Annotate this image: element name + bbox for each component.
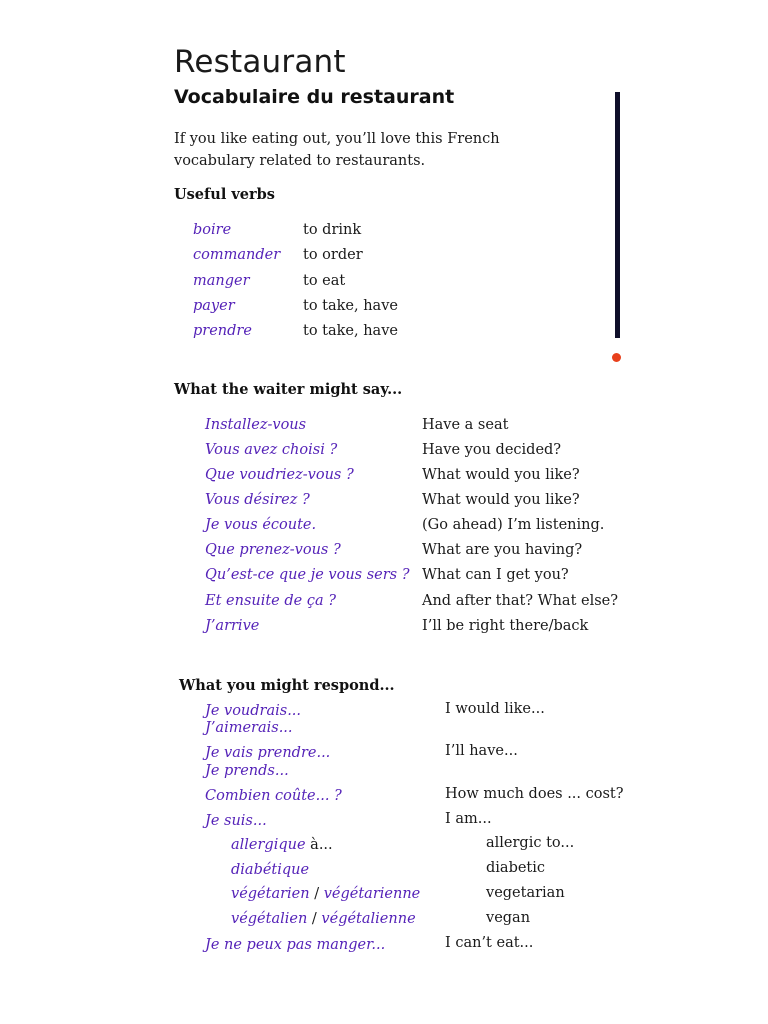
- respond-en: I am...: [445, 811, 492, 827]
- verb-fr: prendre: [193, 323, 252, 339]
- verb-en: to take, have: [303, 323, 398, 339]
- verbs-heading: Useful verbs: [174, 186, 275, 203]
- respond-fr-separator: /: [307, 911, 322, 927]
- respond-fr: Je voudrais...: [205, 703, 302, 719]
- verb-fr: boire: [193, 222, 232, 238]
- verb-fr: payer: [193, 298, 235, 314]
- verb-fr: commander: [193, 247, 281, 263]
- respond-fr-word: végétarien: [231, 886, 310, 902]
- respond-fr: Je vais prendre...: [205, 745, 331, 761]
- waiter-heading: What the waiter might say...: [174, 381, 403, 398]
- waiter-en: I’ll be right there/back: [422, 618, 589, 634]
- respond-fr-word: allergique: [231, 837, 306, 853]
- respond-fr-alt-line: J’aimerais...: [205, 720, 293, 736]
- respond-fr-sub: [231, 911, 416, 928]
- respond-en-sub: vegan: [486, 910, 531, 926]
- respond-fr-suffix: à...: [305, 837, 333, 853]
- waiter-en: Have a seat: [422, 417, 509, 433]
- respond-en: I would like...: [445, 701, 545, 717]
- scroll-indicator-dot: [612, 353, 621, 362]
- scrollbar[interactable]: [615, 92, 620, 338]
- respond-fr-word: végétalien: [231, 911, 308, 927]
- waiter-en: What can I get you?: [422, 567, 569, 583]
- respond-en-sub: vegetarian: [486, 885, 565, 901]
- page-subtitle: Vocabulaire du restaurant: [174, 86, 455, 108]
- respond-fr-sub: [231, 837, 333, 854]
- respond-heading: What you might respond...: [179, 677, 395, 694]
- respond-en-sub: allergic to...: [486, 835, 575, 851]
- verb-en: to order: [303, 247, 363, 263]
- waiter-en: And after that? What else?: [422, 593, 619, 609]
- respond-en: I’ll have...: [445, 743, 518, 759]
- respond-fr: Je suis...: [205, 813, 267, 829]
- respond-fr: Combien coûte... ?: [205, 788, 342, 804]
- respond-en-sub: diabetic: [486, 860, 546, 876]
- respond-fr-word-alt: végétarienne: [323, 886, 421, 902]
- verb-en: to drink: [303, 222, 362, 238]
- waiter-fr: Vous désirez ?: [205, 492, 310, 508]
- verb-fr: manger: [193, 273, 250, 289]
- respond-fr: Je ne peux pas manger...: [205, 937, 386, 953]
- respond-en: I can’t eat...: [445, 935, 534, 951]
- respond-fr-sub: [231, 886, 420, 903]
- waiter-fr: Installez-vous: [205, 417, 307, 433]
- waiter-en: What would you like?: [422, 467, 580, 483]
- intro-paragraph: If you like eating out, you’ll love this French vocabulary related to restaurants.: [174, 131, 500, 169]
- verb-en: to eat: [303, 273, 346, 289]
- respond-fr-word-alt: végétalienne: [321, 911, 416, 927]
- respond-en: How much does ... cost?: [445, 786, 624, 802]
- waiter-en: (Go ahead) I’m listening.: [422, 517, 605, 533]
- verb-en: to take, have: [303, 298, 398, 314]
- waiter-en: What would you like?: [422, 492, 580, 508]
- page-title: Restaurant: [174, 44, 346, 80]
- waiter-fr: Et ensuite de ça ?: [205, 593, 336, 609]
- waiter-en: What are you having?: [422, 542, 583, 558]
- waiter-en: Have you decided?: [422, 442, 562, 458]
- waiter-fr: Qu’est-ce que je vous sers ?: [205, 567, 410, 583]
- waiter-fr: Je vous écoute.: [205, 517, 317, 533]
- waiter-fr: J’arrive: [205, 618, 260, 634]
- respond-fr-separator: /: [309, 886, 324, 902]
- respond-fr-sub: diabétique: [231, 862, 310, 878]
- waiter-fr: Que prenez-vous ?: [205, 542, 341, 558]
- respond-fr-alt-line: Je prends...: [205, 763, 289, 779]
- waiter-fr: Que voudriez-vous ?: [205, 467, 354, 483]
- waiter-fr: Vous avez choisi ?: [205, 442, 338, 458]
